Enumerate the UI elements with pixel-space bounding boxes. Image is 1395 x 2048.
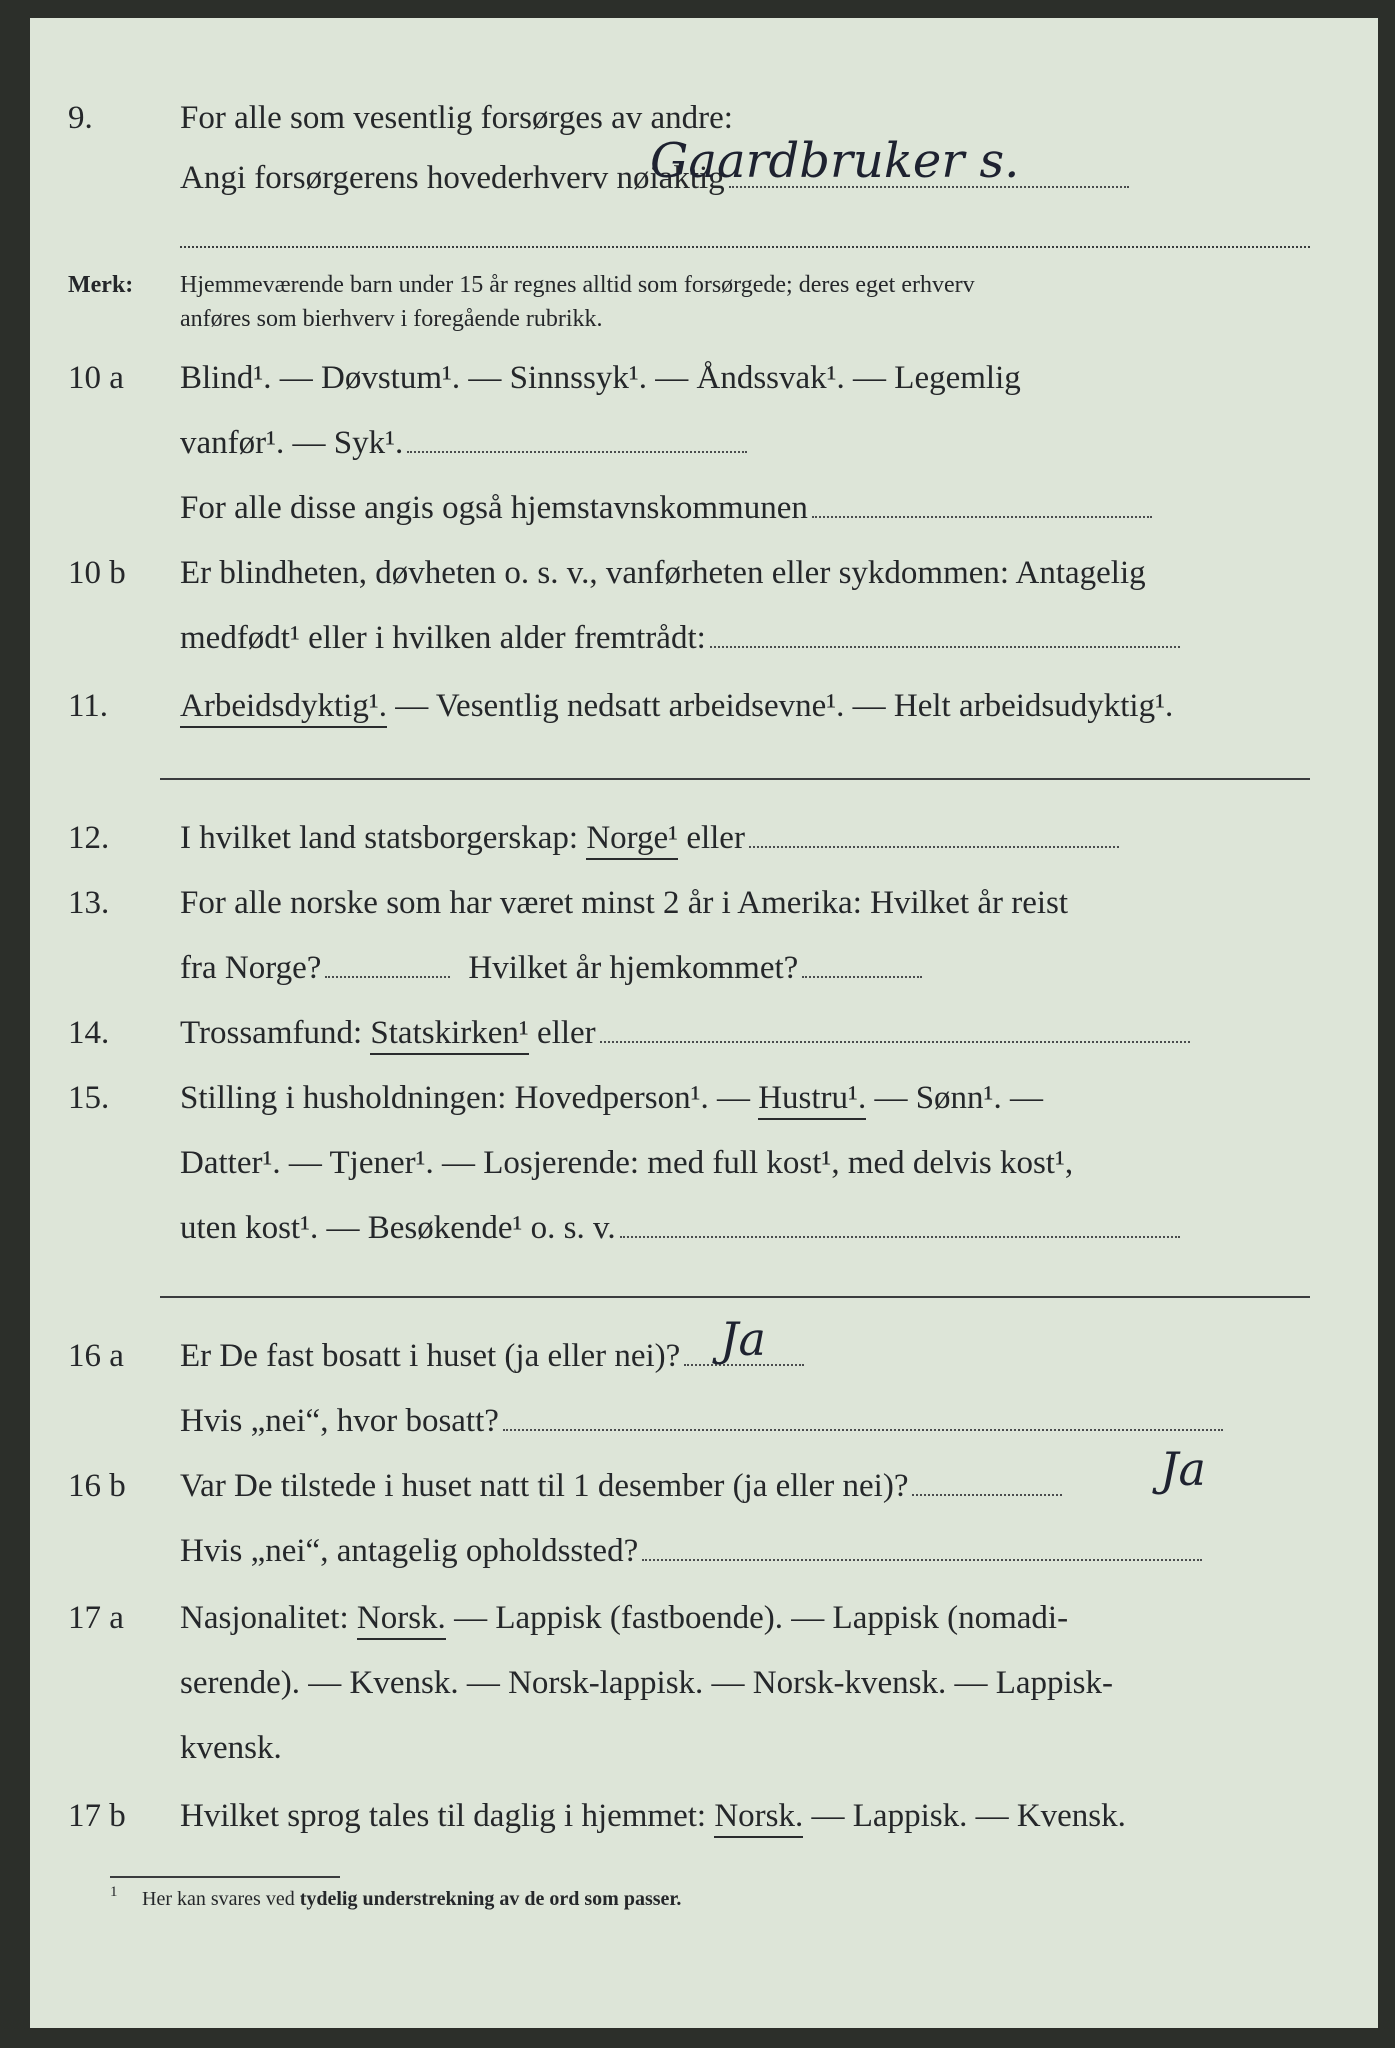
q15-number: 15. <box>68 1080 110 1116</box>
q10a-kommune-line <box>812 516 1152 518</box>
q16a-bosatt-line <box>503 1429 1223 1431</box>
q14-option-statskirken: Statskirken¹ <box>370 1015 528 1055</box>
q9-number: 9. <box>68 100 93 136</box>
q15-line1-post: — Sønn¹. — <box>866 1080 1043 1116</box>
footnote <box>110 1884 682 1911</box>
q15-answer-line <box>620 1236 1180 1238</box>
q12-post: eller <box>678 820 745 856</box>
q16a-number: 16 a <box>68 1338 124 1374</box>
q15-line <box>160 1296 1310 1298</box>
q13-line2a: fra Norge? <box>180 950 322 986</box>
q12-answer-line <box>749 846 1119 848</box>
footnote-pre: Her kan svares ved <box>142 1888 300 1910</box>
footnote-bold: tydelig understrekning av de ord som passer. <box>299 1888 682 1910</box>
q10a-number: 10 a <box>68 360 124 396</box>
q17a-line3: kvensk. <box>180 1730 282 1766</box>
q10a-line1: Blind¹. — Døvstum¹. — Sinnssyk¹. — Åndssvak¹. — Legemlig <box>180 360 1021 396</box>
q17b-option-norsk: Norsk. <box>714 1798 803 1838</box>
q13-reist-line <box>325 976 450 978</box>
q16b-line2: Hvis „nei“, antagelig opholdssted? <box>180 1533 639 1569</box>
q13-number: 13. <box>68 885 110 921</box>
q17b-pre: Hvilket sprog tales til daglig i hjemmet: <box>180 1798 715 1834</box>
q15-line1-pre: Stilling i husholdningen: Hovedperson¹. — <box>180 1080 759 1116</box>
q9-line2: Angi forsørgerens hovederhverv nøiaktig <box>180 160 725 196</box>
q11-option-arbeidsdyktig: Arbeidsdyktig¹. <box>180 688 387 728</box>
q10b-answer-line <box>710 646 1180 648</box>
q17a-line2: serende). — Kvensk. — Norsk-lappisk. — Norsk-kvensk. — Lappisk- <box>180 1665 1114 1701</box>
q13-hjemkommet-line <box>802 976 922 978</box>
q16b-answer-line <box>912 1494 1062 1496</box>
q12-number: 12. <box>68 820 110 856</box>
q14-number: 14. <box>68 1015 110 1051</box>
q15-option-hustru: Hustru¹. <box>758 1080 866 1120</box>
merk-line2: anføres som bierhverv i foregående rubrikk. <box>180 306 603 332</box>
q17b-number: 17 b <box>68 1798 126 1834</box>
q16b-number: 16 b <box>68 1468 126 1504</box>
q16b-line1: Var De tilstede i huset natt til 1 desember (ja eller nei)? <box>180 1468 909 1504</box>
census-form-page <box>30 18 1378 2028</box>
footnote-divider <box>110 1876 340 1878</box>
q15-line3: uten kost¹. — Besøkende¹ o. s. v. <box>180 1210 616 1246</box>
q16a-handwritten-answer: Ja <box>720 1312 766 1366</box>
q14-answer-line <box>600 1041 1190 1043</box>
q9-handwritten-answer: Gaardbruker s. <box>650 133 1020 189</box>
q12-option-norge: Norge¹ <box>586 820 678 860</box>
q14-post: eller <box>528 1015 596 1051</box>
q14-pre: Trossamfund: <box>180 1015 371 1051</box>
q10a-line3: For alle disse angis også hjemstavnskommunen <box>180 490 808 526</box>
q16b-handwritten-answer: Ja <box>1160 1442 1206 1496</box>
q16a-line2: Hvis „nei“, hvor bosatt? <box>180 1403 499 1439</box>
q10b-line1: Er blindheten, døvheten o. s. v., vanførheten eller sykdommen: Antagelig <box>180 555 1146 591</box>
q10a-line2: vanfør¹. — Syk¹. <box>180 425 404 461</box>
footnote-mark: 1 <box>110 1884 118 1900</box>
q17a-option-norsk: Norsk. <box>357 1600 446 1640</box>
q17b-post: — Lappisk. — Kvensk. <box>803 1798 1126 1834</box>
q15-line2: Datter¹. — Tjener¹. — Losjerende: med full kost¹, med delvis kost¹, <box>180 1145 1074 1181</box>
merk-label: Merk: <box>68 272 134 298</box>
q10b-line2: medfødt¹ eller i hvilken alder fremtrådt: <box>180 620 706 656</box>
q13-line2b: Hvilket år hjemkommet? <box>468 950 799 986</box>
q13-line1: For alle norske som har været minst 2 år i Amerika: Hvilket år reist <box>180 885 1069 921</box>
merk-line1: Hjemmeværende barn under 15 år regnes alltid som forsørgede; deres eget erhverv <box>180 272 975 298</box>
q11-rest: — Vesentlig nedsatt arbeidsevne¹. — Helt arbeidsudyktig¹. <box>386 688 1174 724</box>
q10a-answer-line <box>407 451 747 453</box>
q17a-line1-post: — Lappisk (fastboende). — Lappisk (nomadi- <box>445 1600 1069 1636</box>
q17a-line1-pre: Nasjonalitet: <box>180 1600 357 1636</box>
q11-number: 11. <box>68 688 109 724</box>
q10b-number: 10 b <box>68 555 126 591</box>
q9-line1: For alle som vesentlig forsørges av andre: <box>180 100 733 136</box>
q12-pre: I hvilket land statsborgerskap: <box>180 820 587 856</box>
q16a-line1: Er De fast bosatt i huset (ja eller nei)? <box>180 1338 681 1374</box>
q9-extra-line <box>180 246 1310 248</box>
q16b-opholdssted-line <box>642 1559 1202 1561</box>
q17a-number: 17 a <box>68 1600 124 1636</box>
q11-line <box>160 778 1310 780</box>
